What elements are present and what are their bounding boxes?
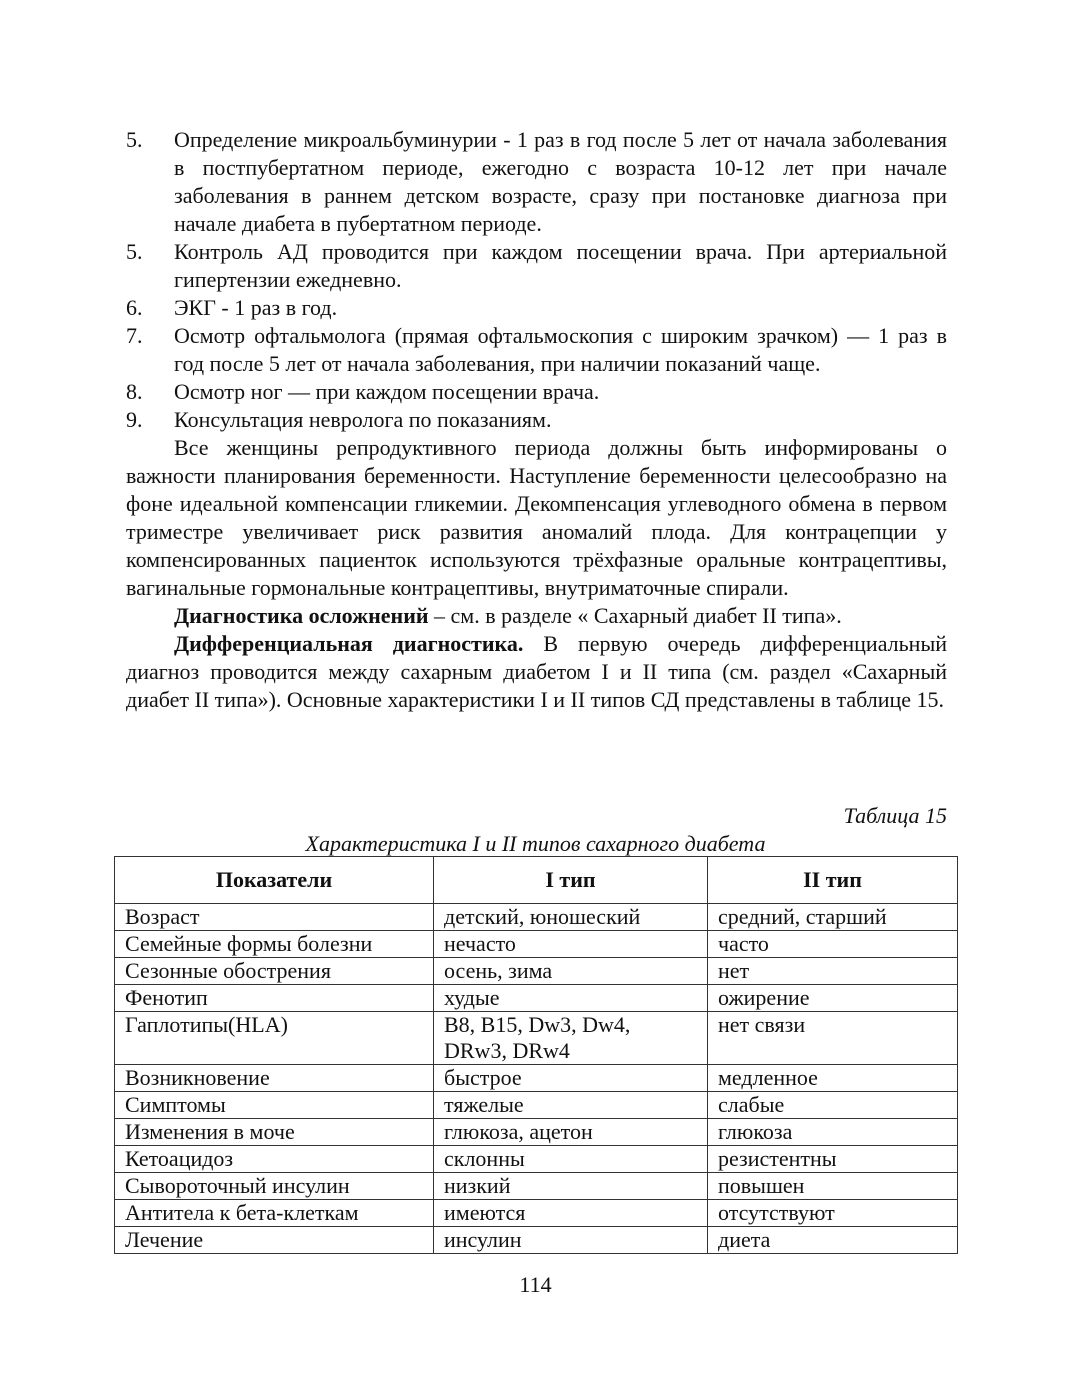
paragraph-differential	[126, 630, 947, 714]
list-item-number: 5.	[126, 127, 143, 152]
table-cell: детский, юношеский	[434, 904, 708, 931]
complications-heading: Диагностика осложнений	[174, 603, 429, 628]
table-cell: средний, старший	[708, 904, 958, 931]
table-row	[115, 985, 958, 1012]
table-body	[115, 904, 958, 1254]
list-item	[126, 378, 947, 406]
differential-text: В первую очередь дифференциальный диагноз проводится между сахарным диабетом I и II типа (см. раздел «Сахарный диабет II типа»). Основные характеристики I и II типов СД представлены в таблице 15.	[126, 631, 947, 712]
table-cell: Сезонные обострения	[115, 958, 434, 985]
table-cell: медленное	[708, 1065, 958, 1092]
table-cell: нечасто	[434, 931, 708, 958]
table-row	[115, 1200, 958, 1227]
table-cell: худые	[434, 985, 708, 1012]
list-item-number: 6.	[126, 295, 143, 320]
table-title: Характеристика I и II типов сахарного диабета	[305, 831, 766, 856]
header-indicators: Показатели	[115, 857, 434, 904]
table-cell: глюкоза	[708, 1119, 958, 1146]
table-row	[115, 958, 958, 985]
table-row	[115, 904, 958, 931]
list-item-text: Осмотр офтальмолога (прямая офтальмоскопия с широким зрачком) — 1 раз в год после 5 лет от начала заболевания, при наличии показаний чаще.	[174, 323, 947, 376]
table-caption: Таблица 15	[843, 803, 947, 828]
table-cell: ожирение	[708, 985, 958, 1012]
header-type-2: II тип	[708, 857, 958, 904]
table-cell: склонны	[434, 1146, 708, 1173]
table-cell: глюкоза, ацетон	[434, 1119, 708, 1146]
table-cell: отсутствуют	[708, 1200, 958, 1227]
table-cell: осень, зима	[434, 958, 708, 985]
table-row	[115, 1227, 958, 1254]
table-row	[115, 1012, 958, 1065]
table-header-row	[115, 857, 958, 904]
table-cell: Фенотип	[115, 985, 434, 1012]
table-row	[115, 1092, 958, 1119]
list-item	[126, 126, 947, 238]
table-cell: тяжелые	[434, 1092, 708, 1119]
table-cell: низкий	[434, 1173, 708, 1200]
list-item	[126, 294, 947, 322]
table-row	[115, 931, 958, 958]
table-cell: имеются	[434, 1200, 708, 1227]
diabetes-types-table	[114, 856, 958, 1254]
table-cell: быстрое	[434, 1065, 708, 1092]
list-item	[126, 322, 947, 378]
list-item-text: ЭКГ - 1 раз в год.	[174, 295, 338, 320]
table-cell: инсулин	[434, 1227, 708, 1254]
complications-text: – см. в разделе « Сахарный диабет II типа».	[428, 603, 842, 628]
list-item-text: Определение микроальбуминурии - 1 раз в год после 5 лет от начала заболевания в постпубертатном периоде, ежегодно с возраста 10-12 лет при начале заболевания в раннем детском возрасте, сразу при постановке диагноза при начале диабета в пубертатном периоде.	[174, 127, 947, 236]
paragraph-complications	[126, 602, 947, 630]
list-item	[126, 406, 947, 434]
table-cell: Сывороточный инсулин	[115, 1173, 434, 1200]
table-row	[115, 1065, 958, 1092]
table-cell: B8, B15, Dw3, Dw4, DRw3, DRw4	[434, 1012, 708, 1065]
table-cell: нет связи	[708, 1012, 958, 1065]
table-cell: Гаплотипы(HLA)	[115, 1012, 434, 1065]
table-cell: нет	[708, 958, 958, 985]
paragraph-contraception: Все женщины репродуктивного периода должны быть информированы о важности планирования беременности. Наступление беременности целесообразно на фоне идеальной компенсации гликемии. Декомпенсация углеводного обмена в первом триместре увеличивает риск развития аномалий плода. Для контрацепции у компенсированных пациенток используются трёхфазные оральные контрацептивы, вагинальные гормональные контрацептивы, внутриматочные спирали.	[126, 435, 947, 600]
table-cell: часто	[708, 931, 958, 958]
text-block	[126, 126, 947, 714]
table-cell: повышен	[708, 1173, 958, 1200]
table-row	[115, 1119, 958, 1146]
table-cell: Кетоацидоз	[115, 1146, 434, 1173]
differential-heading: Дифференциальная диагностика.	[174, 631, 524, 656]
table-row	[115, 1173, 958, 1200]
table-cell: Изменения в моче	[115, 1119, 434, 1146]
list-item-text: Контроль АД проводится при каждом посещении врача. При артериальной гипертензии ежедневно.	[174, 239, 947, 292]
table-row	[115, 1146, 958, 1173]
table-cell: Антитела к бета-клеткам	[115, 1200, 434, 1227]
page-number: 114	[519, 1272, 552, 1297]
table-cell: Симптомы	[115, 1092, 434, 1119]
list-item-number: 5.	[126, 239, 143, 264]
table-cell: резистентны	[708, 1146, 958, 1173]
list-item	[126, 238, 947, 294]
table-cell: Возникновение	[115, 1065, 434, 1092]
list-item-text: Осмотр ног — при каждом посещении врача.	[174, 379, 600, 404]
table-cell: Семейные формы болезни	[115, 931, 434, 958]
table-cell: слабые	[708, 1092, 958, 1119]
numbered-list	[126, 126, 947, 434]
table-cell: Возраст	[115, 904, 434, 931]
header-type-1: I тип	[434, 857, 708, 904]
list-item-number: 8.	[126, 379, 143, 404]
list-item-text: Консультация невролога по показаниям.	[174, 407, 552, 432]
table-cell: диета	[708, 1227, 958, 1254]
table-cell: Лечение	[115, 1227, 434, 1254]
list-item-number: 9.	[126, 407, 143, 432]
list-item-number: 7.	[126, 323, 143, 348]
